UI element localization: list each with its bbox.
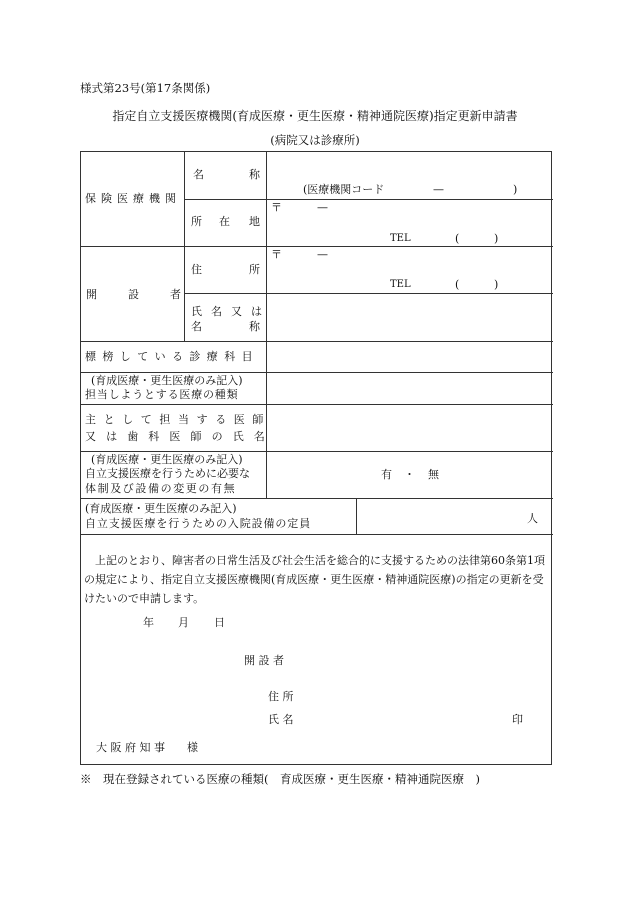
facility-change-line2: 自立支援医療を行うために必要な [85,467,250,480]
name-label-2: 称 [249,168,260,181]
postal-dash: — [317,248,328,261]
inpatient-label: 自立支援医療を行うための入院設備の定員 [85,517,312,530]
divider [81,372,553,373]
doctor-label-line2: 又は歯科医師の氏名 [85,430,275,443]
postal-dash: — [317,201,328,214]
doctor-label-line1: 主として担当する医師 [85,413,271,426]
divider [184,293,553,294]
medical-code-label: (医療機関コード [303,183,385,196]
document-title: 指定自立支援医療機関(育成医療・更生医療・精神通院医療)指定更新申請書 [112,109,518,123]
divider [184,199,553,200]
divider [356,498,357,534]
signature-name-label: 氏 名 [268,713,294,726]
location-label-3: 地 [249,215,260,228]
divider [81,246,553,247]
medical-code-close: ) [513,183,518,196]
facility-change-note: (育成医療・更生医療のみ記入) [91,453,243,466]
medical-code-dash: — [433,183,444,196]
founder-label-2: 設 [128,288,139,301]
footnote: ※ 現在登録されている医療の種類( 育成医療・更生医療・精神通院医療 ) [80,772,480,786]
tel-label: TEL [390,279,411,290]
divider [81,534,553,535]
divider [81,404,553,405]
divider [81,341,553,342]
form-number: 様式第23号(第17条関係) [80,81,211,95]
divider [81,451,553,452]
postal-mark: 〒 [271,201,282,214]
medical-type-note: (育成医療・更生医療のみ記入) [91,374,243,387]
date-year: 年 [143,616,154,629]
founder-signature-label: 開 設 者 [244,654,284,667]
insurance-institution-label: 保険医療機関 [85,192,181,205]
application-form-table [80,151,552,765]
document-subtitle: (病院又は診療所) [270,133,360,147]
seal-mark: 印 [512,713,523,726]
location-label-2: 在 [219,215,230,228]
location-label-1: 所 [191,215,202,228]
founder-label-1: 開 [86,288,97,301]
divider [81,498,553,499]
tel-label: TEL [390,233,411,244]
date-day: 日 [214,616,225,629]
departments-label: 標榜している診療科目 [85,350,259,363]
tel-paren-close: ) [494,232,499,245]
inpatient-note: (育成医療・更生医療のみ記入) [85,502,237,515]
facility-change-line3: 体制及び設備の変更の有無 [85,482,237,495]
founder-name-label-line1: 氏名又は [191,305,271,318]
founder-name-label-line2-1: 名 [191,320,202,333]
facility-change-no: 無 [428,468,439,481]
founder-label-3: 者 [170,288,181,301]
addressee: 大 阪 府 知 事 様 [96,741,198,754]
postal-mark: 〒 [271,248,282,261]
tel-paren-close: ) [494,278,499,291]
address-label-2: 所 [249,263,260,276]
tel-paren-open: ( [455,232,460,245]
tel-paren-open: ( [455,278,460,291]
facility-change-yes: 有 [381,468,392,481]
facility-change-dot: ・ [404,468,415,481]
address-label-1: 住 [191,263,202,276]
inpatient-unit: 人 [527,512,538,525]
name-label-1: 名 [193,168,204,181]
signature-address-label: 住 所 [268,690,294,703]
founder-name-label-line2-2: 称 [249,320,260,333]
application-statement: 上記のとおり、障害者の日常生活及び社会生活を総合的に支援するための法律第60条第1項の規定により、指定自立支援医療機関(育成医療・更生医療・精神通院医療)の指定の更新を受けたいので申請します。 [84,554,545,605]
medical-type-label: 担当しようとする医療の種類 [85,388,239,401]
date-month: 月 [178,616,189,629]
